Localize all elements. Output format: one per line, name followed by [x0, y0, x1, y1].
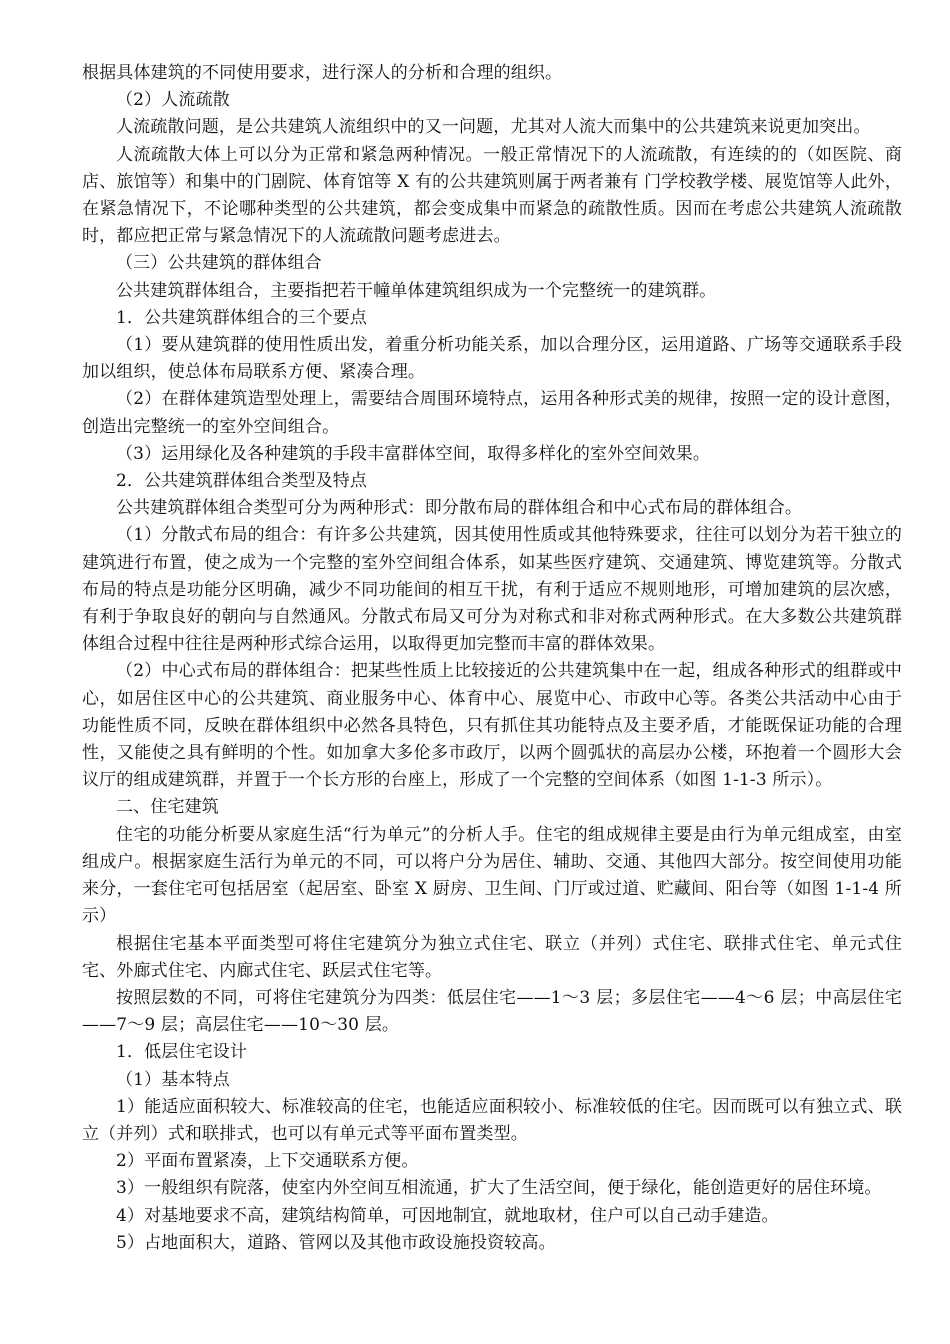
list-item: 3）一般组织有院落，使室内外空间互相流通，扩大了生活空间，便于绿化，能创造更好的居住环境。 — [116, 1178, 882, 1199]
document-body — [82, 60, 902, 1257]
list-item: （1）要从建筑群的使用性质出发，着重分析功能关系，加以合理分区，运用道路、广场等交通联系手段加以组织，使总体布局联系方便、紧凑合理。 — [82, 335, 902, 383]
list-item: 2）平面布置紧凑，上下交通联系方便。 — [116, 1151, 419, 1172]
list-item: （2）在群体建筑造型处理上，需要结合周围环境特点，运用各种形式美的规律，按照一定的设计意图，创造出完整统一的室外空间组合。 — [82, 389, 902, 437]
paragraph: 公共建筑群体组合，主要指把若干幢单体建筑组织成为一个完整统一的建筑群。 — [116, 280, 717, 301]
subheading-basic-features: （1）基本特点 — [116, 1069, 230, 1090]
paragraph: 根据住宅基本平面类型可将住宅建筑分为独立式住宅、联立（并列）式住宅、联排式住宅、单元式住宅、外廊式住宅、内廊式住宅、跃层式住宅等。 — [82, 933, 902, 981]
paragraph: 根据具体建筑的不同使用要求，进行深人的分析和合理的组织。 — [82, 63, 563, 83]
subheading-crowd-evacuation: （2）人流疏散 — [116, 90, 230, 111]
paragraph: 公共建筑群体组合类型可分为两种形式：即分散布局的群体组合和中心式布局的群体组合。 — [116, 498, 802, 519]
paragraph: 按照层数的不同，可将住宅建筑分为四类：低层住宅——1～3 层；多层住宅——4～6 层；中高层住宅——7～9 层；高层住宅——10～30 层。 — [82, 987, 902, 1036]
paragraph: 住宅的功能分析要从家庭生活“行为单元”的分析人手。住宅的组成规律主要是由行为单元组成室，由室组成户。根据家庭生活行为单元的不同，可以将户分为居住、辅助、交通、其他四大部分。按空间使用功能来分，一套住宅可包括居室（起居室、卧室 X 厨房、卫生间、门厅或过道、贮藏间、阳台等（如图 1-1-4 所示） — [82, 824, 902, 927]
list-item: （2）中心式布局的群体组合：把某些性质上比较接近的公共建筑集中在一起，组成各种形式的组群或中心，如居住区中心的公共建筑、商业服务中心、体育中心、展览中心、市政中心等。各类公共活动中心由于功能性质不同，反映在群体组织中必然各具特色，只有抓住其功能特点及主要矛盾，才能既保证功能的合理性，又能使之具有鲜明的个性。如加拿大多伦多市政厅，以两个圆弧状的高层办公楼，环抱着一个圆形大会议厅的组成建筑群，并置于一个长方形的台座上，形成了一个完整的空间体系（如图 1-1-3 所示）。 — [82, 661, 902, 791]
list-item: 1）能适应面积较大、标准较高的住宅，也能适应面积较小、标准较低的住宅。因而既可以有独立式、联立（并列）式和联排式，也可以有单元式等平面布置类型。 — [82, 1096, 902, 1144]
list-item: 5）占地面积大，道路、管网以及其他市政设施投资较高。 — [116, 1232, 556, 1253]
subheading-low-rise-design: 1．低层住宅设计 — [116, 1042, 248, 1063]
list-item: （3）运用绿化及各种建筑的手段丰富群体空间，取得多样化的室外空间效果。 — [116, 443, 711, 464]
subheading-types-features: 2．公共建筑群体组合类型及特点 — [116, 471, 368, 492]
paragraph: 人流疏散问题，是公共建筑人流组织中的又一问题，尤其对人流大而集中的公共建筑来说更加突出。 — [116, 117, 871, 138]
list-item: （1）分散式布局的组合：有许多公共建筑，因其使用性质或其他特殊要求，往往可以划分为若干独立的建筑进行布置，使之成为一个完整的室外空间组合体系，如某些医疗建筑、交通建筑、博览建筑等。分散式布局的特点是功能分区明确，减少不同功能间的相互干扰，有利于适应不规则地形，可增加建筑的层次感，有利于争取良好的朝向与自然通风。分散式布局又可分为对称式和非对称式两种形式。在大多数公共建筑群体组合过程中往往是两种形式综合运用，以取得更加完整而丰富的群体效果。 — [82, 525, 902, 655]
section-heading-group-composition: （三）公共建筑的群体组合 — [116, 253, 322, 274]
paragraph: 人流疏散大体上可以分为正常和紧急两种情况。一般正常情况下的人流疏散，有连续的的（如医院、商店、旅馆等）和集中的门剧院、体育馆等 X 有的公共建筑则属于两者兼有 门学校教学楼、展览馆等人此外，在紧急情况下，不论哪种类型的公共建筑，都会变成集中而紧急的疏散性质。因而在考虑公共建筑人流疏散时，都应把正常与紧急情况下的人流疏散问题考虑进去。 — [82, 144, 902, 247]
section-heading-residential: 二、住宅建筑 — [116, 797, 219, 818]
subheading-three-points: 1．公共建筑群体组合的三个要点 — [116, 307, 368, 328]
list-item: 4）对基地要求不高，建筑结构简单，可因地制宜，就地取材，住户可以自己动手建造。 — [116, 1205, 779, 1226]
